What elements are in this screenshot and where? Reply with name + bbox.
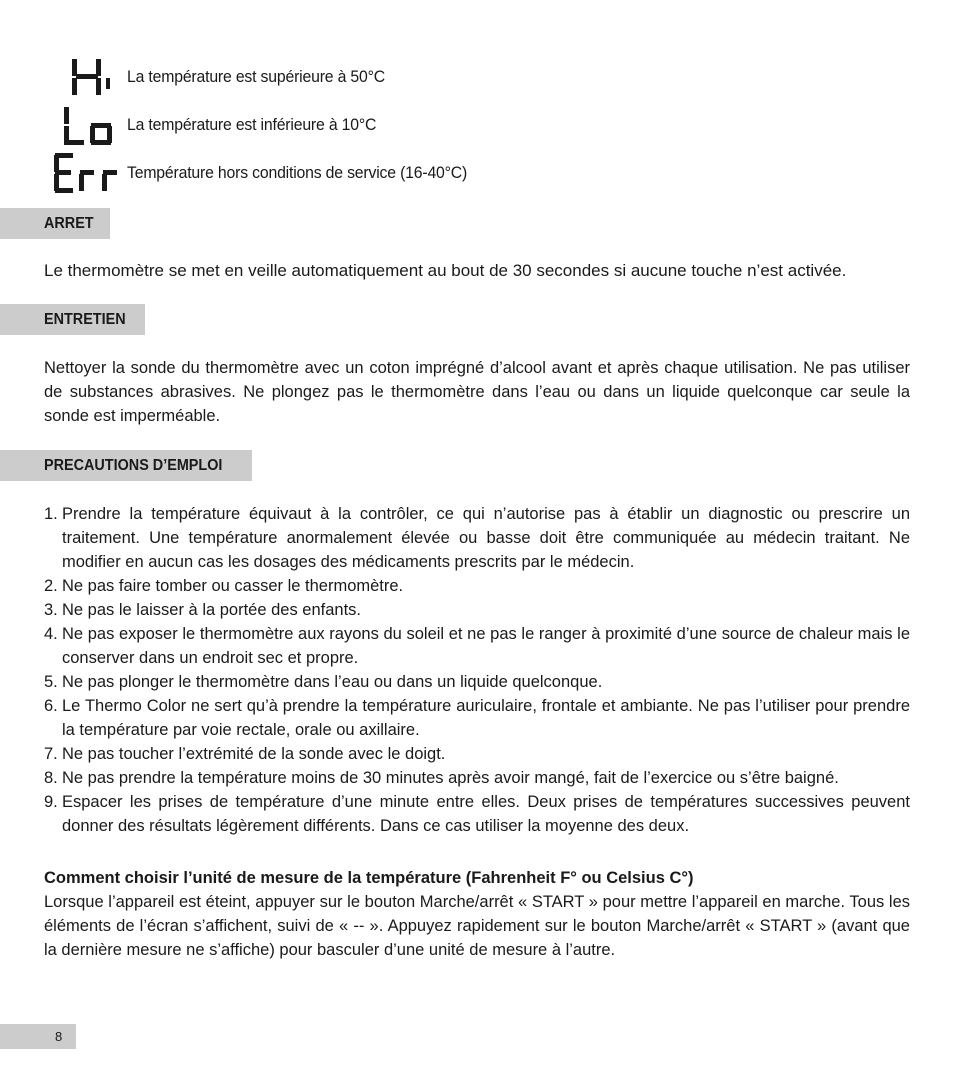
code-row-err [50, 152, 750, 196]
section-title: ARRET [44, 215, 94, 232]
list-item [44, 670, 910, 694]
arret-text: Le thermomètre se met en veille automatiquement au bout de 30 secondes si aucune touche n’est activée. [44, 261, 847, 280]
list-item [44, 622, 910, 670]
list-item-number: 9. [44, 793, 58, 811]
list-item [44, 790, 910, 838]
list-item-number: 5. [44, 673, 58, 691]
code-description: La température est inférieure à 10°C [127, 115, 377, 134]
list-item-text: Le Thermo Color ne sert qu’à prendre la température auriculaire, frontale et ambiante. Ne pas l’utiliser pour prendre la température par voie rectale, orale ou axillaire. [62, 697, 910, 739]
section-header-arret [0, 208, 110, 239]
lcd-err-icon [50, 152, 126, 196]
page-number: 8 [0, 1024, 76, 1049]
list-item-text: Ne pas le laisser à la portée des enfants. [62, 601, 362, 619]
code-description: Température hors conditions de service (16-40°C) [127, 163, 468, 182]
list-item-text: Espacer les prises de température d’une minute entre elles. Deux prises de températures successives peuvent donner des résultats légèrement différents. Dans ce cas utiliser la moyenne des deux. [62, 793, 910, 835]
list-item-number: 2. [44, 577, 58, 595]
entretien-text: Nettoyer la sonde du thermomètre avec un coton imprégné d’alcool avant et après chaque utilisation. Ne pas utiliser de substances abrasives. Ne plongez pas le thermomètre dans l’eau ou dans un liquide quelconque car seule la sonde est imperméable. [44, 359, 910, 425]
list-item-text: Ne pas plonger le thermomètre dans l’eau ou dans un liquide quelconque. [62, 673, 603, 691]
list-item [44, 574, 910, 598]
code-row-hi [50, 56, 750, 100]
list-item-text: Ne pas faire tomber ou casser le thermomètre. [62, 577, 404, 595]
list-item-number: 7. [44, 745, 58, 763]
unit-section [44, 866, 910, 962]
list-item-number: 6. [44, 697, 58, 715]
list-item [44, 694, 910, 742]
lcd-hi-icon [50, 56, 110, 100]
list-item [44, 742, 910, 766]
list-item-number: 3. [44, 601, 58, 619]
list-item [44, 598, 910, 622]
precautions-list [44, 502, 910, 838]
list-item [44, 766, 910, 790]
section-header-entretien [0, 304, 145, 335]
section-title: ENTRETIEN [44, 311, 126, 328]
section-title: PRECAUTIONS D’EMPLOI [44, 457, 223, 474]
unit-section-text: Lorsque l’appareil est éteint, appuyer sur le bouton Marche/arrêt « START » pour mettre l’appareil en marche. Tous les éléments de l’écran s’affichent, suivi de « -- ». Appuyez rapidement sur le bouton Marche/arrêt « START » (avant que la dernière mesure ne s’affiche) pour basculer d’une unité de mesure à l’autre. [44, 893, 910, 959]
list-item-text: Prendre la température équivaut à la contrôler, ce qui n’autorise pas à établir un diagnostic ou prescrire un traitement. Une température anormalement élevée ou basse doit être communiquée au médecin traitant. Ne modifier en aucun cas les dosages des médicaments prescrits par le médecin. [62, 505, 910, 571]
list-item-text: Ne pas toucher l’extrémité de la sonde avec le doigt. [62, 745, 446, 763]
unit-section-title: Comment choisir l’unité de mesure de la température (Fahrenheit F° ou Celsius C°) [44, 869, 694, 887]
code-row-lo [50, 104, 750, 148]
section-header-precautions [0, 450, 252, 481]
list-item-number: 1. [44, 505, 58, 523]
list-item [44, 502, 910, 574]
lcd-lo-icon [50, 104, 120, 148]
list-item-number: 8. [44, 769, 58, 787]
list-item-text: Ne pas exposer le thermomètre aux rayons du soleil et ne pas le ranger à proximité d’une source de chaleur mais le conserver dans un endroit sec et propre. [62, 625, 910, 667]
list-item-number: 4. [44, 625, 58, 643]
list-item-text: Ne pas prendre la température moins de 30 minutes après avoir mangé, fait de l’exercice ou s’être baigné. [62, 769, 839, 787]
code-description: La température est supérieure à 50°C [127, 67, 386, 86]
